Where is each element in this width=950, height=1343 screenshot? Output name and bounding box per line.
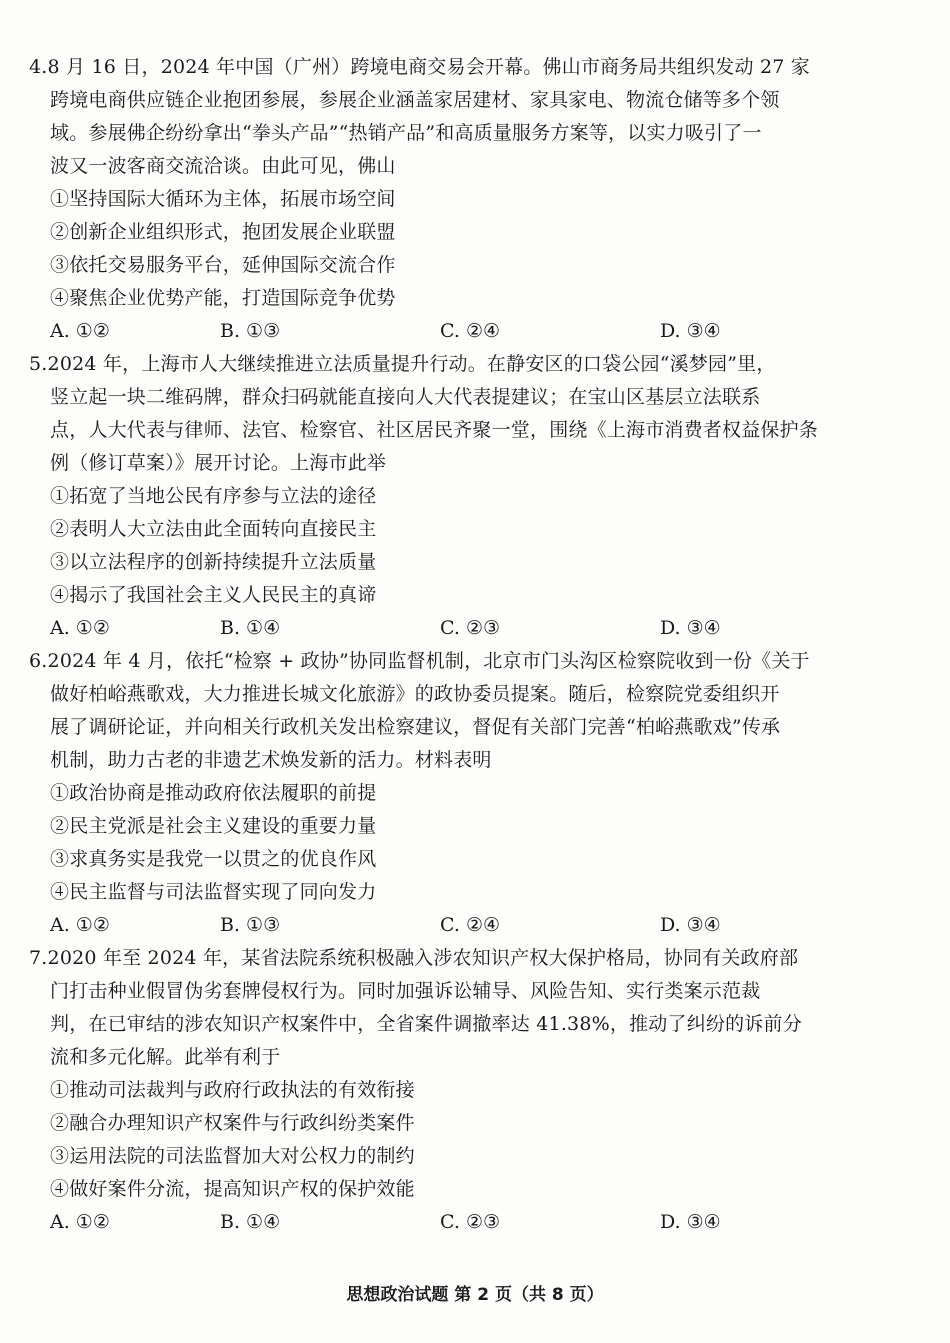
question-stem-line: 跨境电商供应链企业抱团参展，参展企业涵盖家居建材、家具家电、物流仓储等多个领 [50,89,780,111]
statement-option: ①推动司法裁判与政府行政执法的有效衔接 [50,1079,415,1101]
statement-option: ④揭示了我国社会主义人民民主的真谛 [50,584,377,606]
choice-c: C. ②③ [440,617,501,639]
choice-b: B. ①④ [220,617,281,639]
statement-option: ①政治协商是推动政府依法履职的前提 [50,782,377,804]
question-stem-line: 展了调研论证，并向相关行政机关发出检察建议，督促有关部门完善“柏峪燕歌戏”传承 [50,716,781,738]
choice-d: D. ③④ [660,914,721,936]
question-stem-line: 6.2024 年 4 月，依托“检察 + 政协”协同监督机制，北京市门头沟区检察院收到一份《关于 [29,650,810,672]
choice-c: C. ②④ [440,320,501,342]
choice-c: C. ②④ [440,914,501,936]
question-stem-line: 门打击种业假冒伪劣套牌侵权行为。同时加强诉讼辅导、风险告知、实行类案示范裁 [50,980,761,1002]
statement-option: ②创新企业组织形式，抱团发展企业联盟 [50,221,396,243]
statement-option: ④民主监督与司法监督实现了同向发力 [50,881,377,903]
choice-a: A. ①② [50,914,110,936]
choice-c: C. ②③ [440,1211,501,1233]
statement-option: ②融合办理知识产权案件与行政纠纷类案件 [50,1112,415,1134]
choice-d: D. ③④ [660,320,721,342]
statement-option: ③运用法院的司法监督加大对公权力的制约 [50,1145,415,1167]
question-stem-line: 域。参展佛企纷纷拿出“拳头产品”“热销产品”和高质量服务方案等，以实力吸引了一 [50,122,762,144]
choice-d: D. ③④ [660,1211,721,1233]
statement-option: ③以立法程序的创新持续提升立法质量 [50,551,377,573]
statement-option: ④做好案件分流，提高知识产权的保护效能 [50,1178,415,1200]
question-stem-line: 做好柏峪燕歌戏，大力推进长城文化旅游》的政协委员提案。随后，检察院党委组织开 [50,683,780,705]
question-stem-line: 竖立起一块二维码牌，群众扫码就能直接向人大代表提建议；在宝山区基层立法联系 [50,386,761,408]
question-stem-line: 波又一波客商交流洽谈。由此可见，佛山 [50,155,396,177]
statement-option: ③求真务实是我党一以贯之的优良作风 [50,848,377,870]
statement-option: ④聚焦企业优势产能，打造国际竞争优势 [50,287,396,309]
question-stem-line: 例（修订草案）》展开讨论。上海市此举 [50,452,387,474]
question-stem-line: 点，人大代表与律师、法官、检察官、社区居民齐聚一堂，围绕《上海市消费者权益保护条 [50,419,819,441]
choice-d: D. ③④ [660,617,721,639]
statement-option: ③依托交易服务平台，延伸国际交流合作 [50,254,396,276]
question-stem-line: 流和多元化解。此举有利于 [50,1046,281,1068]
choice-a: A. ①② [50,320,110,342]
question-stem-line: 判，在已审结的涉农知识产权案件中，全省案件调撤率达 41.38%，推动了纠纷的诉前分 [50,1013,802,1035]
choice-b: B. ①③ [220,320,281,342]
statement-option: ②表明人大立法由此全面转向直接民主 [50,518,377,540]
question-stem-line: 7.2020 年至 2024 年，某省法院系统积极融入涉农知识产权大保护格局，协同有关政府部 [29,947,799,969]
choice-a: A. ①② [50,617,110,639]
question-stem-line: 5.2024 年，上海市人大继续推进立法质量提升行动。在静安区的口袋公园“溪梦园”里， [29,353,776,375]
statement-option: ②民主党派是社会主义建设的重要力量 [50,815,377,837]
choice-a: A. ①② [50,1211,110,1233]
choice-b: B. ①④ [220,1211,281,1233]
question-stem-line: 4.8 月 16 日，2024 年中国（广州）跨境电商交易会开幕。佛山市商务局共组织发动 27 家 [29,56,810,78]
statement-option: ①拓宽了当地公民有序参与立法的途径 [50,485,377,507]
page-footer: 思想政治试题 第 2 页（共 8 页） [346,1285,604,1305]
question-stem-line: 机制，助力古老的非遗艺术焕发新的活力。材料表明 [50,749,492,771]
choice-b: B. ①③ [220,914,281,936]
statement-option: ①坚持国际大循环为主体，拓展市场空间 [50,188,396,210]
